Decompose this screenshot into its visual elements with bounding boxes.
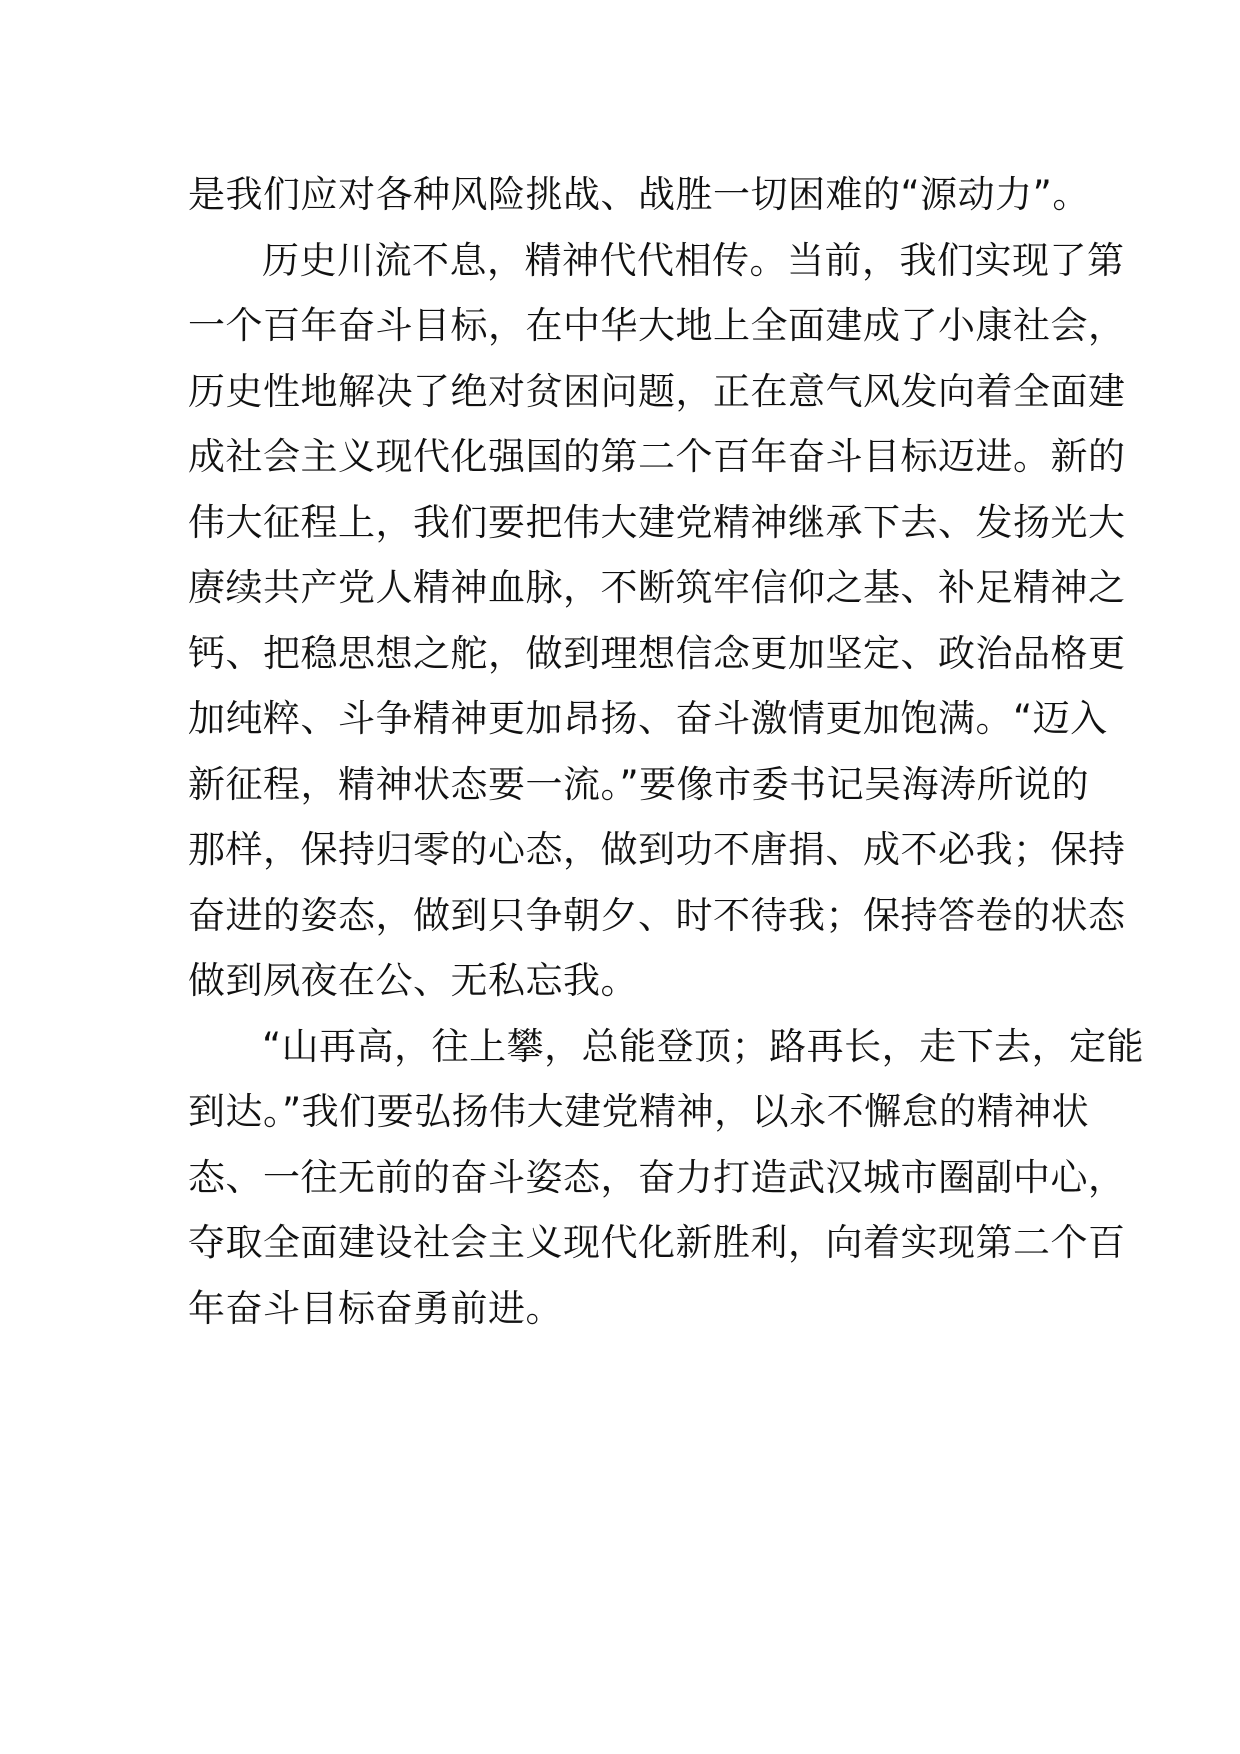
- text-line: 夺取全面建设社会主义现代化新胜利，向着实现第二个百: [188, 1221, 1126, 1264]
- text-line: 到达。”我们要弘扬伟大建党精神，以永不懈怠的精神状: [188, 1090, 1090, 1133]
- text-line: 是我们应对各种风险挑战、战胜一切困难的“源动力”。: [188, 173, 1090, 216]
- text-line: 钙、把稳思想之舵，做到理想信念更加坚定、政治品格更: [188, 631, 1126, 675]
- text-line: 一个百年奋斗目标，在中华大地上全面建成了小康社会，: [188, 304, 1126, 347]
- text-line: 加纯粹、斗争精神更加昂扬、奋斗激情更加饱满。“迈入: [188, 697, 1108, 740]
- text-line: 做到夙夜在公、无私忘我。: [188, 959, 638, 1002]
- text-line: 历史性地解决了绝对贫困问题，正在意气风发向着全面建: [188, 369, 1126, 413]
- paragraph-start-line: “山再高，往上攀，总能登顶；路再长，走下去，定能: [262, 1024, 1145, 1068]
- text-line: 态、一往无前的奋斗姿态，奋力打造武汉城市圈副中心，: [188, 1155, 1126, 1199]
- text-line: 年奋斗目标奋勇前进。: [188, 1286, 563, 1330]
- text-line: 成社会主义现代化强国的第二个百年奋斗目标迈进。新的: [188, 435, 1126, 478]
- text-line: 赓续共产党人精神血脉，不断筑牢信仰之基、补足精神之: [188, 566, 1126, 609]
- text-line: 那样，保持归零的心态，做到功不唐捐、成不必我；保持: [188, 828, 1126, 871]
- text-line: 奋进的姿态，做到只争朝夕、时不待我；保持答卷的状态: [188, 893, 1126, 937]
- body-text: [188, 162, 1145, 1341]
- text-line: 新征程，精神状态要一流。”要像市委书记吴海涛所说的: [188, 762, 1090, 806]
- paragraph-start-line: 历史川流不息，精神代代相传。当前，我们实现了第: [262, 238, 1125, 282]
- text-line: 伟大征程上，我们要把伟大建党精神继承下去、发扬光大: [188, 500, 1126, 544]
